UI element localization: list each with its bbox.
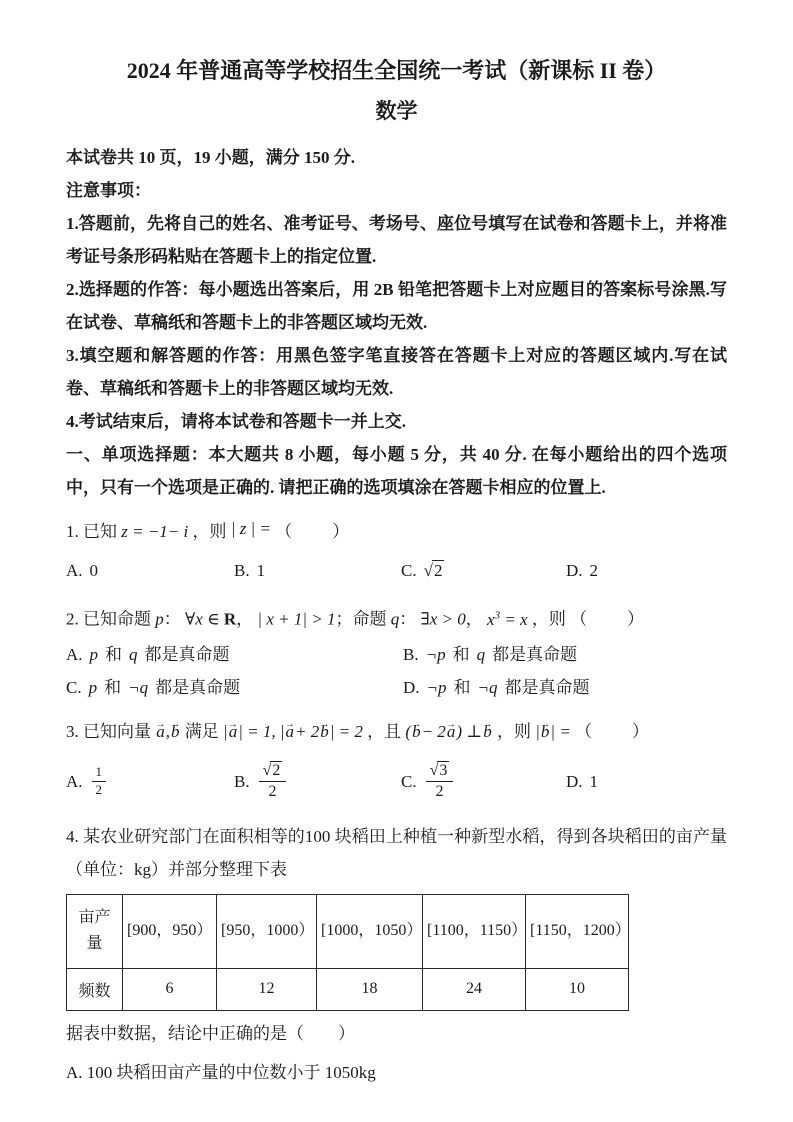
question-2-semi: ；命题 — [335, 609, 387, 629]
frequency-cell: 10 — [526, 968, 629, 1010]
question-1-text — [66, 514, 727, 550]
option-c-var1: p — [88, 677, 98, 697]
fraction — [92, 765, 107, 798]
fraction-numerator — [426, 762, 454, 782]
option-c-label: C. — [401, 772, 417, 792]
option-a-mid: 和 — [105, 644, 123, 664]
question-2-options-row-2 — [66, 671, 727, 704]
option-a-value: 0 — [89, 561, 99, 580]
math-seg: | = — [550, 721, 571, 741]
table-frequency-row — [67, 968, 629, 1010]
question-3-qie: ，且 — [367, 721, 402, 741]
vector-b: b → — [540, 714, 551, 750]
question-2 — [66, 597, 727, 704]
question-1-options — [66, 554, 727, 587]
comma: , — [165, 721, 170, 741]
question-4-text: 4. 某农业研究部门在面积相等的100 块稻田上种植一种新型水稻，得到各块稻田的亩产量（单位：kg）并部分整理下表 — [66, 826, 727, 879]
option-a-rest: 都是真命题 — [144, 644, 230, 664]
option-d — [566, 765, 727, 798]
var-p: p — [155, 609, 164, 629]
frequency-cell: 18 — [317, 968, 423, 1010]
range-cell: [1000，1050） — [317, 894, 423, 968]
table-header-row — [67, 894, 629, 968]
formula-abs-z: | z | = — [230, 519, 271, 538]
option-a-var2: q — [129, 644, 138, 664]
yield-table — [66, 894, 629, 1011]
notice-item-1: 1.答题前，先将自己的姓名、准考证号、考场号、座位号填写在试卷和答题卡上，并将准考证号条形码粘贴在答题卡上的指定位置. — [66, 214, 727, 266]
math-seg: ) ⊥ — [456, 721, 483, 741]
formula-abs-ineq: | x + 1| > 1 — [257, 609, 336, 629]
vector-a: a → — [446, 714, 457, 750]
question-1-prefix: 1. 已知 — [66, 522, 117, 541]
option-c — [66, 671, 403, 704]
vector-a: a → — [155, 714, 166, 750]
option-d-var1: ¬p — [426, 677, 447, 697]
comma: ， — [236, 609, 254, 629]
option-d-mid: 和 — [453, 677, 471, 697]
question-3-prefix: 3. 已知向量 — [66, 721, 151, 741]
option-a-label: A. — [66, 644, 83, 664]
range-cell: [900，950） — [123, 894, 217, 968]
math-seg: | — [223, 721, 228, 741]
option-b-value: 1 — [256, 561, 266, 580]
question-1-mid: ，则 — [192, 522, 227, 541]
vector-a: a → — [285, 714, 296, 750]
formula-z-def: z = −1− i — [121, 522, 189, 541]
math-seg: ( — [405, 721, 412, 741]
radicand: 2 — [272, 761, 281, 779]
option-d-value: 1 — [589, 772, 599, 792]
fraction-numerator — [259, 762, 287, 782]
question-1 — [66, 514, 727, 587]
answer-blank: （ ） — [275, 522, 352, 541]
option-b — [234, 554, 401, 587]
option-b-label: B. — [403, 644, 419, 664]
option-c-value — [424, 554, 445, 587]
radicand: 2 — [433, 561, 443, 580]
meta-line: 本试卷共 10 页，19 小题，满分 150 分. — [66, 148, 355, 167]
var-q: q — [390, 609, 400, 629]
fraction — [426, 762, 454, 802]
fraction-numerator: 1 — [92, 765, 107, 782]
option-c-label: C. — [401, 561, 417, 580]
option-d — [403, 671, 727, 704]
range-cell: [1150，1200） — [526, 894, 629, 968]
math-seg: − 2 — [421, 721, 446, 741]
comma: ， — [465, 609, 483, 629]
question-2-text — [66, 597, 727, 638]
notice-header: 注意事项： — [66, 181, 151, 200]
option-a-var1: p — [89, 644, 99, 664]
vector-b: b → — [170, 714, 181, 750]
notice-list — [66, 207, 727, 438]
option-a — [66, 554, 234, 587]
page-subtitle: 数学 — [375, 99, 418, 123]
option-b — [234, 762, 401, 802]
option-b — [403, 638, 727, 671]
option-d-value: 2 — [589, 561, 599, 580]
colon: ： — [399, 609, 417, 629]
yield-header-cell: 亩产量 — [67, 894, 123, 968]
math-seg: | — [535, 721, 540, 741]
radical-sign: √ — [429, 761, 439, 779]
formula-exists: ∃x > 0 — [420, 609, 466, 629]
vector-b: b → — [319, 714, 330, 750]
colon: ： — [163, 609, 181, 629]
option-c-mid: 和 — [104, 677, 122, 697]
radical-sign: √ — [262, 761, 272, 779]
option-b-label: B. — [234, 772, 250, 792]
frequency-cell: 6 — [123, 968, 217, 1010]
option-d-rest: 都是真命题 — [504, 677, 590, 697]
question-2-prefix: 2. 已知命题 — [66, 609, 151, 629]
vector-b: b → — [411, 714, 422, 750]
var-x: x — [487, 609, 495, 629]
vector-a: a → — [228, 714, 239, 750]
option-c-var2: ¬q — [128, 677, 149, 697]
question-4-conclusion: 据表中数据，结论中正确的是（ ） — [66, 1023, 355, 1043]
option-c-label: C. — [66, 677, 82, 697]
fraction-denominator: 2 — [435, 783, 444, 801]
question-3-manzu: 满足 — [184, 721, 219, 741]
range-cell: [1100，1150） — [423, 894, 526, 968]
frequency-cell: 24 — [423, 968, 526, 1010]
formula-forall: ∀x ∈ — [185, 609, 220, 629]
formula-cubic — [487, 610, 528, 629]
frequency-header-cell: 频数 — [67, 968, 123, 1010]
option-a-label: A. — [66, 772, 83, 792]
option-d — [566, 554, 727, 587]
option-c — [401, 554, 566, 587]
question-4-option-a: A. 100 块稻田亩产量的中位数小于 1050kg — [66, 1062, 376, 1082]
section-header: 一、单项选择题：本大题共 8 小题，每小题 5 分，共 40 分. 在每小题给出的四个选项中，只有一个选项是正确的. 请把正确的选项填涂在答题卡相应的位置上. — [66, 445, 727, 497]
option-c-rest: 都是真命题 — [155, 677, 241, 697]
formula-cubic-rest: = x — [500, 609, 528, 629]
exponent-3: 3 — [494, 609, 501, 621]
option-b-mid: 和 — [452, 644, 470, 664]
option-d-var2: ¬q — [477, 677, 498, 697]
option-c — [401, 762, 566, 802]
radicand: 3 — [439, 761, 448, 779]
option-a — [66, 638, 403, 671]
option-a — [66, 765, 234, 798]
question-3-ze: ，则 — [496, 721, 531, 741]
option-d-label: D. — [566, 561, 583, 580]
option-d-label: D. — [566, 772, 583, 792]
math-seg: + 2 — [295, 721, 320, 741]
math-seg: | = 1, | — [238, 721, 285, 741]
question-3-text — [66, 714, 727, 750]
symbol-reals: R — [223, 609, 237, 629]
option-d-label: D. — [403, 677, 420, 697]
question-4 — [66, 820, 727, 1089]
notice-item-4: 4.考试结束后，请将本试卷和答题卡一并上交. — [66, 412, 406, 431]
frequency-cell: 12 — [217, 968, 317, 1010]
fraction-denominator: 2 — [95, 782, 103, 798]
question-2-tail: ，则 — [531, 609, 566, 629]
vector-b: b → — [482, 714, 493, 750]
page-title: 2024 年普通高等学校招生全国统一考试（新课标 II 卷） — [126, 58, 667, 83]
question-3 — [66, 714, 727, 810]
option-b-var2: q — [476, 644, 486, 664]
option-b-rest: 都是真命题 — [492, 644, 578, 664]
notice-item-3: 3.填空题和解答题的作答：用黑色签字笔直接答在答题卡上对应的答题区域内.写在试卷、草稿纸和答题卡上的非答题区域均无效. — [66, 346, 727, 398]
range-cell: [950，1000） — [217, 894, 317, 968]
option-a-label: A. — [66, 561, 83, 580]
answer-blank: （ ） — [575, 721, 652, 741]
notice-item-2: 2.选择题的作答：每小题选出答案后，用 2B 铅笔把答题卡上对应题目的答案标号涂黑.写在试卷、草稿纸和答题卡上的非答题区域均无效. — [66, 280, 727, 332]
fraction-denominator: 2 — [268, 783, 277, 801]
answer-blank: （ ） — [570, 609, 647, 629]
fraction — [259, 762, 287, 802]
option-b-label: B. — [234, 561, 250, 580]
math-seg: | = 2 — [329, 721, 363, 741]
question-2-options-row-1 — [66, 638, 727, 671]
radical-sign: √ — [423, 561, 433, 580]
question-3-options — [66, 754, 727, 810]
option-b-var1: ¬p — [425, 644, 446, 664]
